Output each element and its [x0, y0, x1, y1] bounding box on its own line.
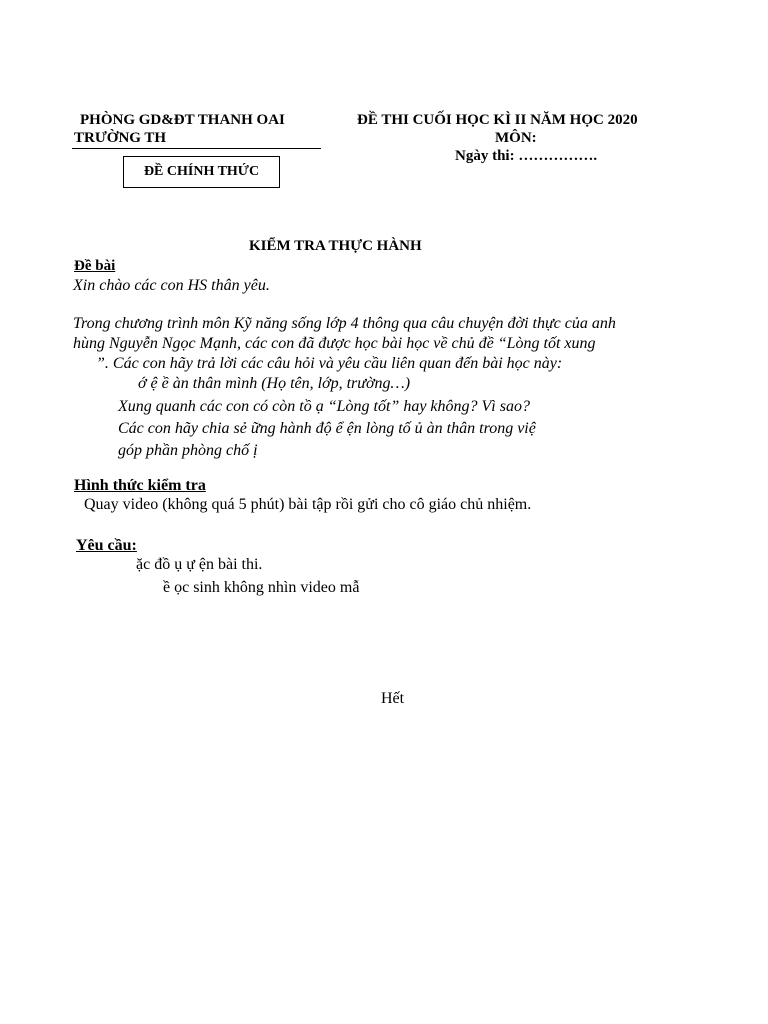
- requirement-line-2: ề ọc sinh không nhìn video mẫ: [163, 579, 360, 596]
- exam-date: Ngày thi: …………….: [455, 148, 598, 164]
- question-item-3: Các con hãy chia sẻ ững hành độ ể ện lòng tố ủ àn thân trong việ: [118, 420, 536, 437]
- school-underline: [72, 148, 321, 149]
- subject-label: MÔN:: [495, 130, 537, 146]
- department-name: PHÒNG GD&ĐT THANH OAI: [80, 112, 285, 128]
- paragraph-line-1: Trong chương trình môn Kỹ năng sống lớp 4 thông qua câu chuyện đời thực của anh: [73, 315, 616, 332]
- question-item-4: góp phần phòng chố ị: [118, 442, 258, 459]
- paragraph-line-2: hùng Nguyễn Ngọc Mạnh, các con đã được học bài học về chủ đề “Lòng tốt xung: [73, 335, 596, 352]
- school-name: TRƯỜNG TH: [74, 130, 167, 146]
- requirement-line-1: ặc đồ ụ ự ện bài thi.: [136, 556, 263, 573]
- section-heading-yeu-cau: Yêu cầu:: [76, 537, 137, 554]
- question-item-1: ớ ệ ề àn thân mình (Họ tên, lớp, trường…): [138, 375, 411, 392]
- submission-instructions: Quay video (không quá 5 phút) bài tập rồi gửi cho cô giáo chủ nhiệm.: [84, 496, 532, 513]
- section-heading-de-bai: Đề bài: [74, 258, 116, 274]
- paragraph-line-3: ”. Các con hãy trả lời các câu hỏi và yêu cầu liên quan đến bài học này:: [96, 355, 563, 372]
- section-heading-hinh-thuc: Hình thức kiểm tra: [74, 477, 206, 494]
- exam-title: ĐỀ THI CUỐI HỌC KÌ II NĂM HỌC 2020: [357, 112, 638, 128]
- question-item-2: Xung quanh các con có còn tồ ạ “Lòng tốt” hay không? Vì sao?: [118, 398, 530, 415]
- page-title: KIỂM TRA THỰC HÀNH: [249, 238, 422, 254]
- greeting: Xin chào các con HS thân yêu.: [73, 277, 270, 294]
- official-stamp-box: [123, 156, 280, 188]
- end-marker: Hết: [381, 690, 405, 707]
- official-stamp-label: ĐỀ CHÍNH THỨC: [143, 164, 260, 179]
